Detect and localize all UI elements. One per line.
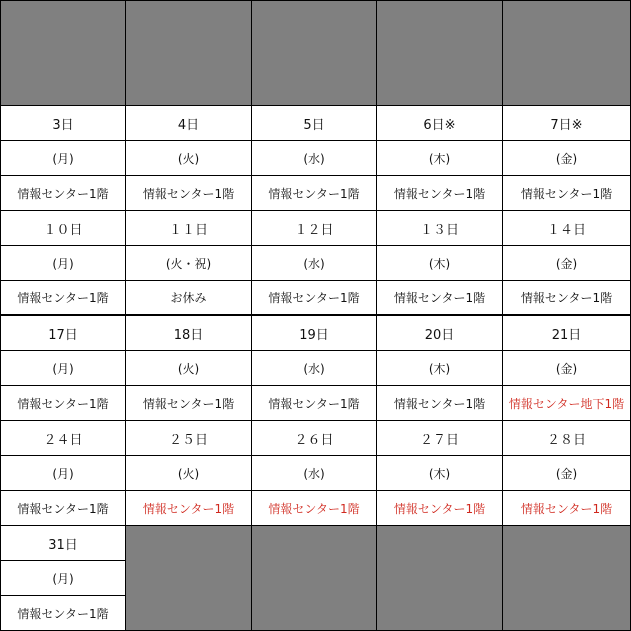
day-location: 情報センター1階 — [503, 491, 631, 526]
day-date: １３日 — [377, 211, 503, 246]
day-date: 7日※ — [503, 106, 631, 141]
day-date: 21日 — [503, 316, 631, 351]
day-weekday: (木) — [377, 456, 503, 491]
day-location: 情報センター1階 — [0, 491, 126, 526]
empty-day-cell — [503, 526, 631, 631]
day-weekday: (金) — [503, 351, 631, 386]
day-weekday: (木) — [377, 246, 503, 281]
day-weekday: (火) — [126, 141, 252, 176]
day-location: 情報センター1階 — [252, 281, 377, 316]
day-location: 情報センター1階 — [377, 176, 503, 211]
header-blank-cell — [126, 0, 252, 106]
day-date: 4日 — [126, 106, 252, 141]
day-weekday: (金) — [503, 456, 631, 491]
day-location: 情報センター1階 — [126, 176, 252, 211]
day-weekday: (水) — [252, 351, 377, 386]
day-date: 31日 — [0, 526, 126, 561]
day-weekday: (水) — [252, 456, 377, 491]
day-location: お休み — [126, 281, 252, 316]
day-location: 情報センター1階 — [0, 281, 126, 316]
day-location: 情報センター1階 — [252, 176, 377, 211]
day-weekday: (火・祝) — [126, 246, 252, 281]
empty-day-cell — [126, 526, 252, 631]
empty-day-cell — [377, 526, 503, 631]
day-date: ２４日 — [0, 421, 126, 456]
day-date: １１日 — [126, 211, 252, 246]
day-weekday: (木) — [377, 141, 503, 176]
day-weekday: (月) — [0, 456, 126, 491]
day-date: 3日 — [0, 106, 126, 141]
day-location: 情報センター1階 — [503, 176, 631, 211]
day-location: 情報センター1階 — [0, 596, 126, 631]
day-date: １４日 — [503, 211, 631, 246]
day-date: 19日 — [252, 316, 377, 351]
day-date: ２５日 — [126, 421, 252, 456]
day-location: 情報センター1階 — [377, 386, 503, 421]
day-date: ２７日 — [377, 421, 503, 456]
day-weekday: (月) — [0, 351, 126, 386]
day-location: 情報センター1階 — [126, 386, 252, 421]
empty-day-cell — [252, 526, 377, 631]
day-weekday: (月) — [0, 561, 126, 596]
day-location: 情報センター1階 — [252, 386, 377, 421]
header-blank-cell — [0, 0, 126, 106]
day-weekday: (火) — [126, 456, 252, 491]
day-weekday: (木) — [377, 351, 503, 386]
day-date: １０日 — [0, 211, 126, 246]
day-weekday: (金) — [503, 141, 631, 176]
day-weekday: (水) — [252, 246, 377, 281]
day-weekday: (月) — [0, 246, 126, 281]
day-date: 18日 — [126, 316, 252, 351]
day-date: 20日 — [377, 316, 503, 351]
header-blank-cell — [503, 0, 631, 106]
day-location: 情報センター1階 — [0, 386, 126, 421]
day-date: ２６日 — [252, 421, 377, 456]
day-location: 情報センター1階 — [377, 281, 503, 316]
day-date: １２日 — [252, 211, 377, 246]
day-weekday: (月) — [0, 141, 126, 176]
day-location: 情報センター1階 — [252, 491, 377, 526]
day-location: 情報センター1階 — [126, 491, 252, 526]
day-weekday: (水) — [252, 141, 377, 176]
day-date: ２８日 — [503, 421, 631, 456]
day-location: 情報センター1階 — [503, 281, 631, 316]
header-blank-cell — [377, 0, 503, 106]
day-location: 情報センター地下1階 — [503, 386, 631, 421]
day-weekday: (火) — [126, 351, 252, 386]
day-date: 6日※ — [377, 106, 503, 141]
day-date: 17日 — [0, 316, 126, 351]
day-weekday: (金) — [503, 246, 631, 281]
day-location: 情報センター1階 — [377, 491, 503, 526]
header-blank-cell — [252, 0, 377, 106]
day-location: 情報センター1階 — [0, 176, 126, 211]
day-date: 5日 — [252, 106, 377, 141]
